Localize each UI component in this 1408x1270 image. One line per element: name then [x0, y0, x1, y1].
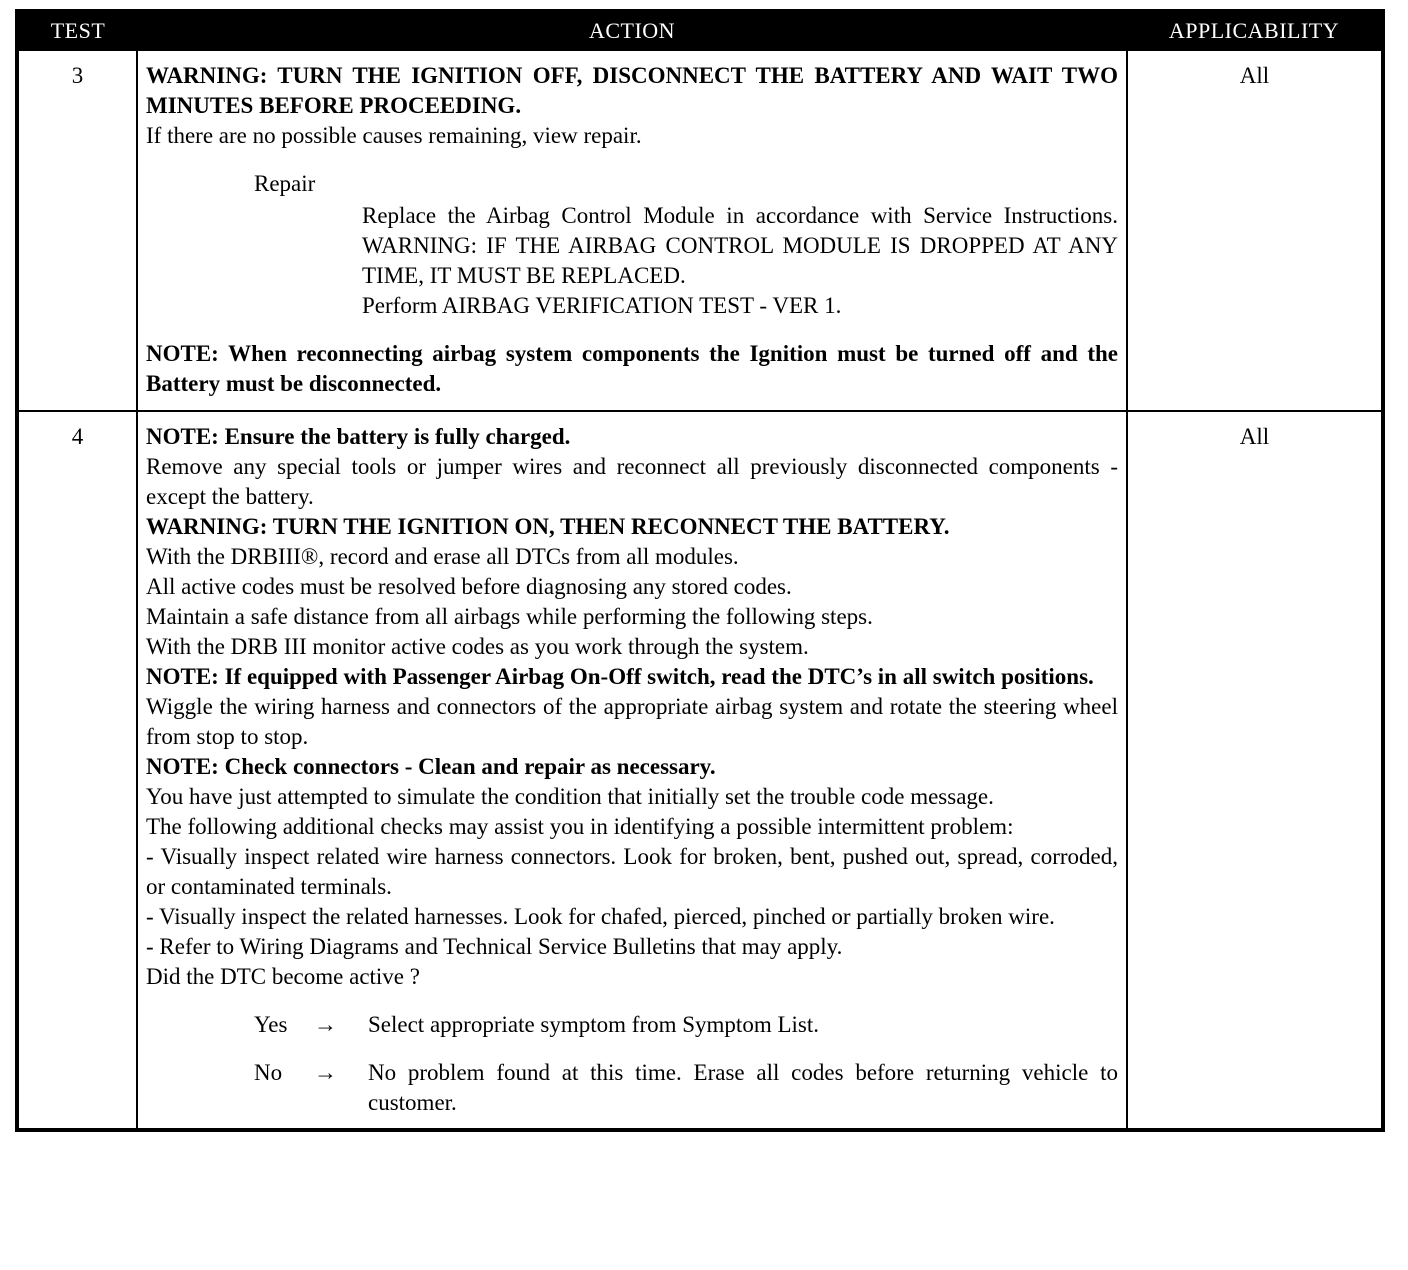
warning-text: WARNING: TURN THE IGNITION OFF, DISCONNECT THE BATTERY AND WAIT TWO MINUTES BEFORE PROCEEDING.: [146, 63, 1118, 118]
action-line: Remove any special tools or jumper wires and reconnect all previously disconnected components - except the battery.: [146, 454, 1118, 509]
header-test: TEST: [17, 11, 137, 50]
repair-label: Repair: [254, 171, 316, 196]
action-cell: [137, 50, 1127, 411]
option-label: No: [254, 1060, 283, 1085]
action-line: You have just attempted to simulate the condition that initially set the trouble code message.: [146, 784, 994, 809]
option-text: No problem found at this time. Erase all codes before returning vehicle to customer.: [368, 1060, 1118, 1115]
action-line: All active codes must be resolved before diagnosing any stored codes.: [146, 574, 792, 599]
applicability-value: All: [1127, 411, 1383, 1130]
option-no: [254, 1058, 1118, 1118]
header-applicability: APPLICABILITY: [1127, 11, 1383, 50]
action-line: Wiggle the wiring harness and connectors of the appropriate airbag system and rotate the steering wheel from stop to stop.: [146, 694, 1118, 749]
option-text: Select appropriate symptom from Symptom List.: [368, 1012, 819, 1037]
arrow-right-icon: →: [314, 1060, 337, 1085]
action-cell: [137, 411, 1127, 1130]
arrow-right-icon: →: [314, 1012, 337, 1037]
applicability-value: All: [1127, 50, 1383, 411]
test-number: 4: [17, 411, 137, 1130]
note-text: NOTE: When reconnecting airbag system components the Ignition must be turned off and the Battery must be disconnected.: [146, 341, 1118, 396]
repair-text: Replace the Airbag Control Module in accordance with Service Instructions. WARNING: IF THE AIRBAG CONTROL MODULE IS DROPPED AT ANY TIME, IT MUST BE REPLACED.: [362, 203, 1118, 288]
note-line: WARNING: TURN THE IGNITION ON, THEN RECONNECT THE BATTERY.: [146, 514, 950, 539]
note-line: NOTE: Ensure the battery is fully charged.: [146, 424, 571, 449]
diagnostic-table: [15, 9, 1385, 1132]
action-text: If there are no possible causes remaining, view repair.: [146, 123, 642, 148]
action-lines: [146, 422, 1118, 992]
note-line: NOTE: If equipped with Passenger Airbag On-Off switch, read the DTC’s in all switch positions.: [146, 664, 1094, 689]
action-line: Did the DTC become active ?: [146, 964, 420, 989]
action-line: The following additional checks may assist you in identifying a possible intermittent problem:: [146, 814, 1014, 839]
action-line: Maintain a safe distance from all airbags while performing the following steps.: [146, 604, 873, 629]
note-line: NOTE: Check connectors - Clean and repair as necessary.: [146, 754, 716, 779]
table-row-test-3: [17, 50, 1383, 411]
action-line: - Visually inspect related wire harness connectors. Look for broken, bent, pushed out, spread, corroded, or contaminated terminals.: [146, 844, 1118, 899]
test-number: 3: [17, 50, 137, 411]
action-line: With the DRB III monitor active codes as you work through the system.: [146, 634, 809, 659]
header-action: ACTION: [137, 11, 1127, 50]
action-options: [146, 1010, 1118, 1118]
repair-verify-text: Perform AIRBAG VERIFICATION TEST - VER 1.: [362, 293, 842, 318]
option-label: Yes: [254, 1012, 288, 1037]
action-line: - Visually inspect the related harnesses. Look for chafed, pierced, pinched or partially broken wire.: [146, 904, 1055, 929]
header-row: [17, 11, 1383, 50]
table-row-test-4: [17, 411, 1383, 1130]
action-line: With the DRBIII®, record and erase all DTCs from all modules.: [146, 544, 739, 569]
option-yes: [254, 1010, 1118, 1040]
action-line: - Refer to Wiring Diagrams and Technical Service Bulletins that may apply.: [146, 934, 843, 959]
